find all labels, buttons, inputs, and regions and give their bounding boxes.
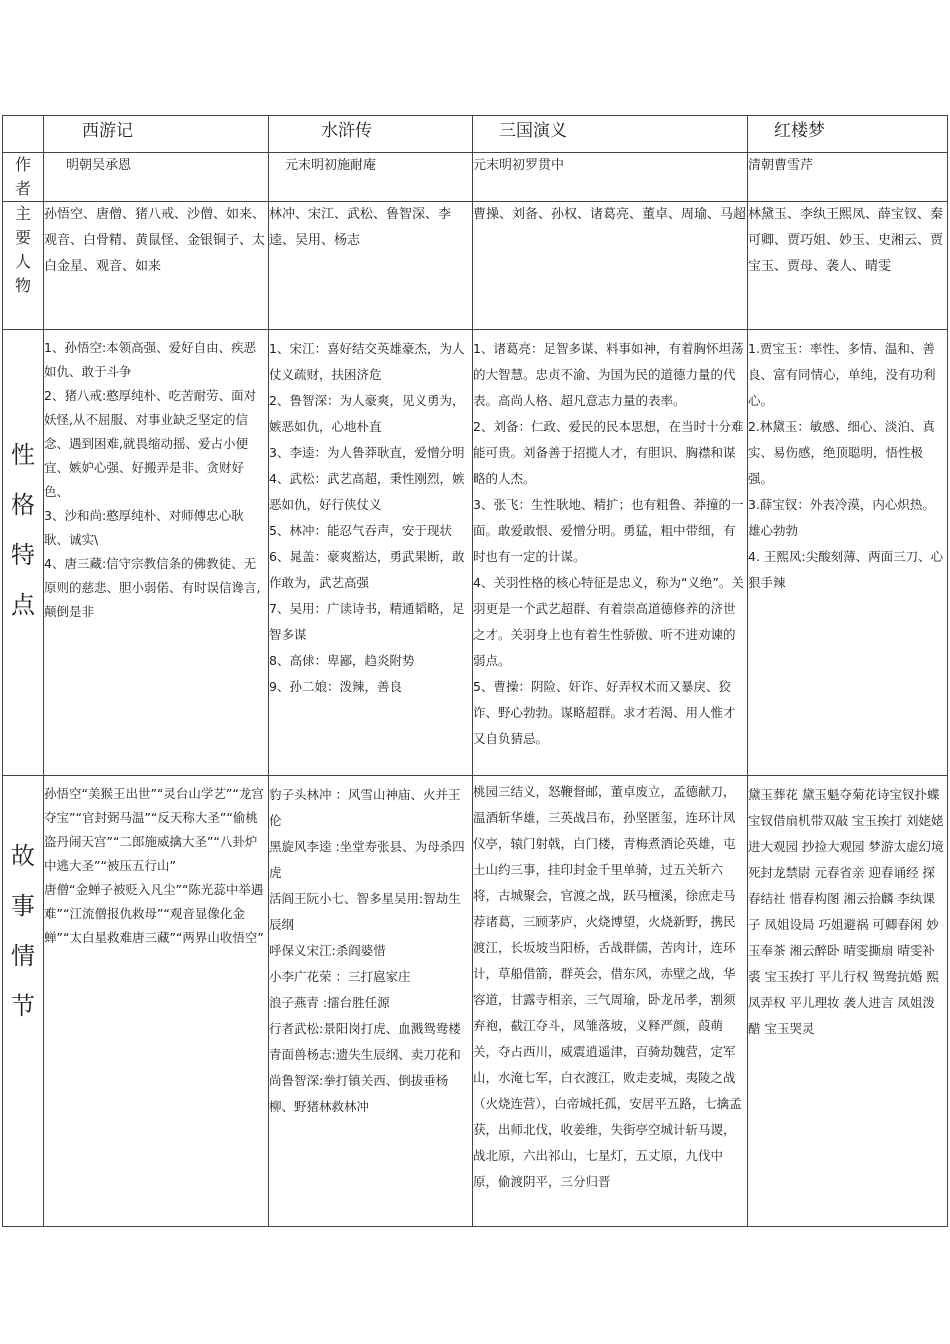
author-label: 作 者 (3, 153, 44, 202)
author-sanguo: 元末明初罗贯中 (473, 153, 748, 202)
story-item: 唐僧“金蝉子被贬入凡尘”“陈光蕊中举遇难”“江流僧报仇救母”“观音显像化金蝉”“太白星救难唐三藏”“两界山收悟空” (44, 882, 264, 945)
story-item: 孙悟空“美猴王出世”“灵台山学艺”“龙宫夺宝”“官封弼马温”“反天称大圣”“偷桃盗丹闹天宫”“二郎施威擒大圣”“八卦炉中逃大圣”“被压五行山” (44, 786, 264, 873)
traits-label: 性 格 特 点 (3, 330, 44, 776)
header-sanguo: 三国演义 (473, 116, 748, 153)
trait-item: 1、宋江：喜好结交英雄豪杰，为人仗义疏财，扶困济危 (269, 341, 465, 382)
author-xiyouji: 明朝吴承恩 (44, 153, 269, 202)
trait-item: 4、武松：武艺高超，秉性刚烈，嫉恶如仇，好行侠仗义 (269, 471, 465, 512)
traits-row (3, 330, 948, 776)
trait-item: 5、林冲：能忍气吞声，安于现状 (269, 523, 452, 538)
trait-item: 2、猪八戒:憨厚纯朴、吃苦耐劳、面对妖怪,从不屈服、对事业缺乏坚定的信念、遇到困难,就畏缩动摇、爱占小便宜、嫉妒心强、好搬弄是非、贪财好色、 (44, 388, 257, 499)
header-xiyouji: 西游记 (44, 116, 269, 153)
story-item: 行者武松:景阳岗打虎、血溅鸳鸯楼 (269, 1021, 461, 1036)
trait-item: 6、晁盖：豪爽豁达，勇武果断，敢作敢为，武艺高强 (269, 549, 465, 590)
stories-hongloumeng: 黛玉葬花 黛玉魁夺菊花诗宝钗扑蝶 宝钗借扇机带双敲 宝玉挨打 刘姥姥进大观园 抄捡大观园 梦游太虚幻境 死封龙禁尉 元春省亲 迎春诵经 探春结社 惜春构图 湘云拾麟 李纨课子 凤姐设局 巧姐避祸 可卿春闲 妙玉奉茶 湘云醉卧 晴雯撕扇 晴雯补裘 宝玉挨打 平儿行权 鸳鸯抗婚 熙凤弄权 平儿理妆 袭人进言 凤姐泼醋 宝玉哭灵 (748, 776, 948, 1227)
trait-item: 3、李逵：为人鲁莽耿直，爱憎分明 (269, 445, 465, 460)
trait-item: 2、刘备：仁政、爱民的民本思想，在当时十分难能可贵。刘备善于招揽人才，有胆识、胸襟和谋略的人杰。 (473, 419, 744, 486)
corner-cell (3, 116, 44, 153)
trait-item: 3、张飞：生性耿地、精扩；也有粗鲁、莽撞的一面。敢爱敢恨、爱憎分明。勇猛，粗中带细，有时也有一定的计谋。 (473, 497, 744, 564)
author-hongloumeng: 清朝曹雪芹 (748, 153, 948, 202)
characters-sanguo: 曹操、刘备、孙权、诸葛亮、董卓、周瑜、马超 (473, 202, 748, 330)
traits-xiyouji (44, 330, 269, 776)
stories-sanguo: 桃园三结义，怒鞭督邮，董卓废立，孟德献刀，温酒斩华雄，三英战吕布，孙坚匿玺，连环计凤仪亭，辕门射戟，白门楼，青梅煮酒论英雄，屯土山约三事，挂印封金千里单骑，过五关斩六将，古城聚会，官渡之战，跃马檀溪，徐庶走马荐诸葛，三顾茅庐，火烧博望，火烧新野，携民渡江，长坂坡当阳桥，舌战群儒，苦肉计，连环计，草船借箭，群英会，借东风，赤壁之战，华容道，甘露寺相亲，三气周瑜，卧龙吊孝，割须弃袍，截江夺斗，凤雏落坡，义释严颜，葭萌关，夺占西川，威震逍遥津，百骑劫魏营，定军山，水淹七军，白衣渡江，败走麦城，夷陵之战（火烧连营），白帝城托孤，安居平五路，七擒孟获，出师北伐，收姜维，失街亭空城计斩马谡，战北原，六出祁山，七星灯，五丈原，九伐中原，偷渡阴平，三分归晋 (473, 776, 748, 1227)
traits-sanguo (473, 330, 748, 776)
trait-item: 8、高俅：卑鄙，趋炎附势 (269, 653, 415, 668)
header-row (3, 116, 948, 153)
author-row (3, 153, 948, 202)
characters-xiyouji: 孙悟空、唐僧、猪八戒、沙僧、如来、观音、白骨精、黄鼠怪、金银铜子、太白金星、观音、如来 (44, 202, 269, 330)
story-item: 豹子头林冲 ：风雪山神庙、火并王伦 (269, 787, 461, 828)
story-item: 黑旋风李逵 :坐堂寿张县、为母杀四虎 (269, 839, 465, 880)
trait-item: 3.薛宝钗：外表冷漠，内心炽热。雄心勃勃 (748, 497, 935, 538)
trait-item: 9、孙二娘：泼辣，善良 (269, 679, 402, 694)
trait-item: 1、孙悟空:本领高强、爱好自由、疾恶如仇、敢于斗争 (44, 340, 257, 379)
story-item: 青面兽杨志:遗失生辰纲、卖刀花和尚鲁智深:拳打镇关西、倒拔垂杨柳、野猪林救林冲 (269, 1047, 461, 1114)
story-item: 呼保义宋江:杀阎婆惜 (269, 943, 386, 958)
author-shuihu: 元末明初施耐庵 (269, 153, 473, 202)
trait-item: 4、唐三藏:信守宗教信条的佛教徒、无原则的慈悲、胆小弱偌、有时误信谗言,颠倒是非 (44, 556, 261, 619)
characters-hongloumeng: 林黛玉、李纨王熙凤、薛宝钗、秦可卿、贾巧姐、妙玉、史湘云、贾宝玉、贾母、袭人、晴雯 (748, 202, 948, 330)
header-hongloumeng: 红楼梦 (748, 116, 948, 153)
characters-shuihu: 林冲、宋江、武松、鲁智深、李逵、吴用、杨志 (269, 202, 473, 330)
stories-xiyouji (44, 776, 269, 1227)
traits-shuihu (269, 330, 473, 776)
trait-item: 1、诸葛亮：足智多谋、料事如神，有着胸怀坦荡的大智慧。忠贞不渝、为国为民的道德力量的代表。高尚人格、超凡意志力量的表率。 (473, 341, 744, 408)
trait-item: 5、曹操：阴险、奸诈、好弄权术而又暴戾、狡诈、野心勃勃。谋略超群。求才若渴、用人惟才又自负猜忌。 (473, 679, 736, 746)
trait-item: 2.林黛玉：敏感、细心、淡泊、真实、易伤感，绝顶聪明，悟性极强。 (748, 419, 935, 486)
comparison-table (2, 115, 948, 1227)
story-item: 浪子燕青 :擂台胜任源 (269, 995, 390, 1010)
trait-item: 7、吴用：广读诗书，精通韬略，足智多谋 (269, 601, 465, 642)
traits-hongloumeng (748, 330, 948, 776)
header-shuihu: 水浒传 (269, 116, 473, 153)
trait-item: 4. 王熙凤:尖酸刻薄、两面三刀、心狠手辣 (748, 549, 944, 590)
story-item: 小李广花荣 ：三打扈家庄 (269, 969, 411, 984)
trait-item: 2、鲁智深：为人豪爽，见义勇为，嫉恶如仇，心地朴直 (269, 393, 465, 434)
trait-item: 4、关羽性格的核心特征是忠义，称为“义绝”。关羽更是一个武艺超群、有着崇高道德修养的济世之才。关羽身上也有着生性骄傲、听不进劝谏的弱点。 (473, 575, 744, 668)
trait-item: 1.贾宝玉：率性、多情、温和、善良、富有同情心，单纯，没有功利心。 (748, 341, 936, 408)
trait-item: 3、沙和尚:憨厚纯朴、对师傅忠心耿耿、诚实\ (44, 508, 244, 547)
characters-row (3, 202, 948, 330)
stories-label: 故 事 情 节 (3, 776, 44, 1227)
story-item: 活阎王阮小七、智多星吴用:智劫生辰纲 (269, 891, 461, 932)
characters-label: 主 要 人 物 (3, 202, 44, 330)
stories-shuihu (269, 776, 473, 1227)
stories-row (3, 776, 948, 1227)
